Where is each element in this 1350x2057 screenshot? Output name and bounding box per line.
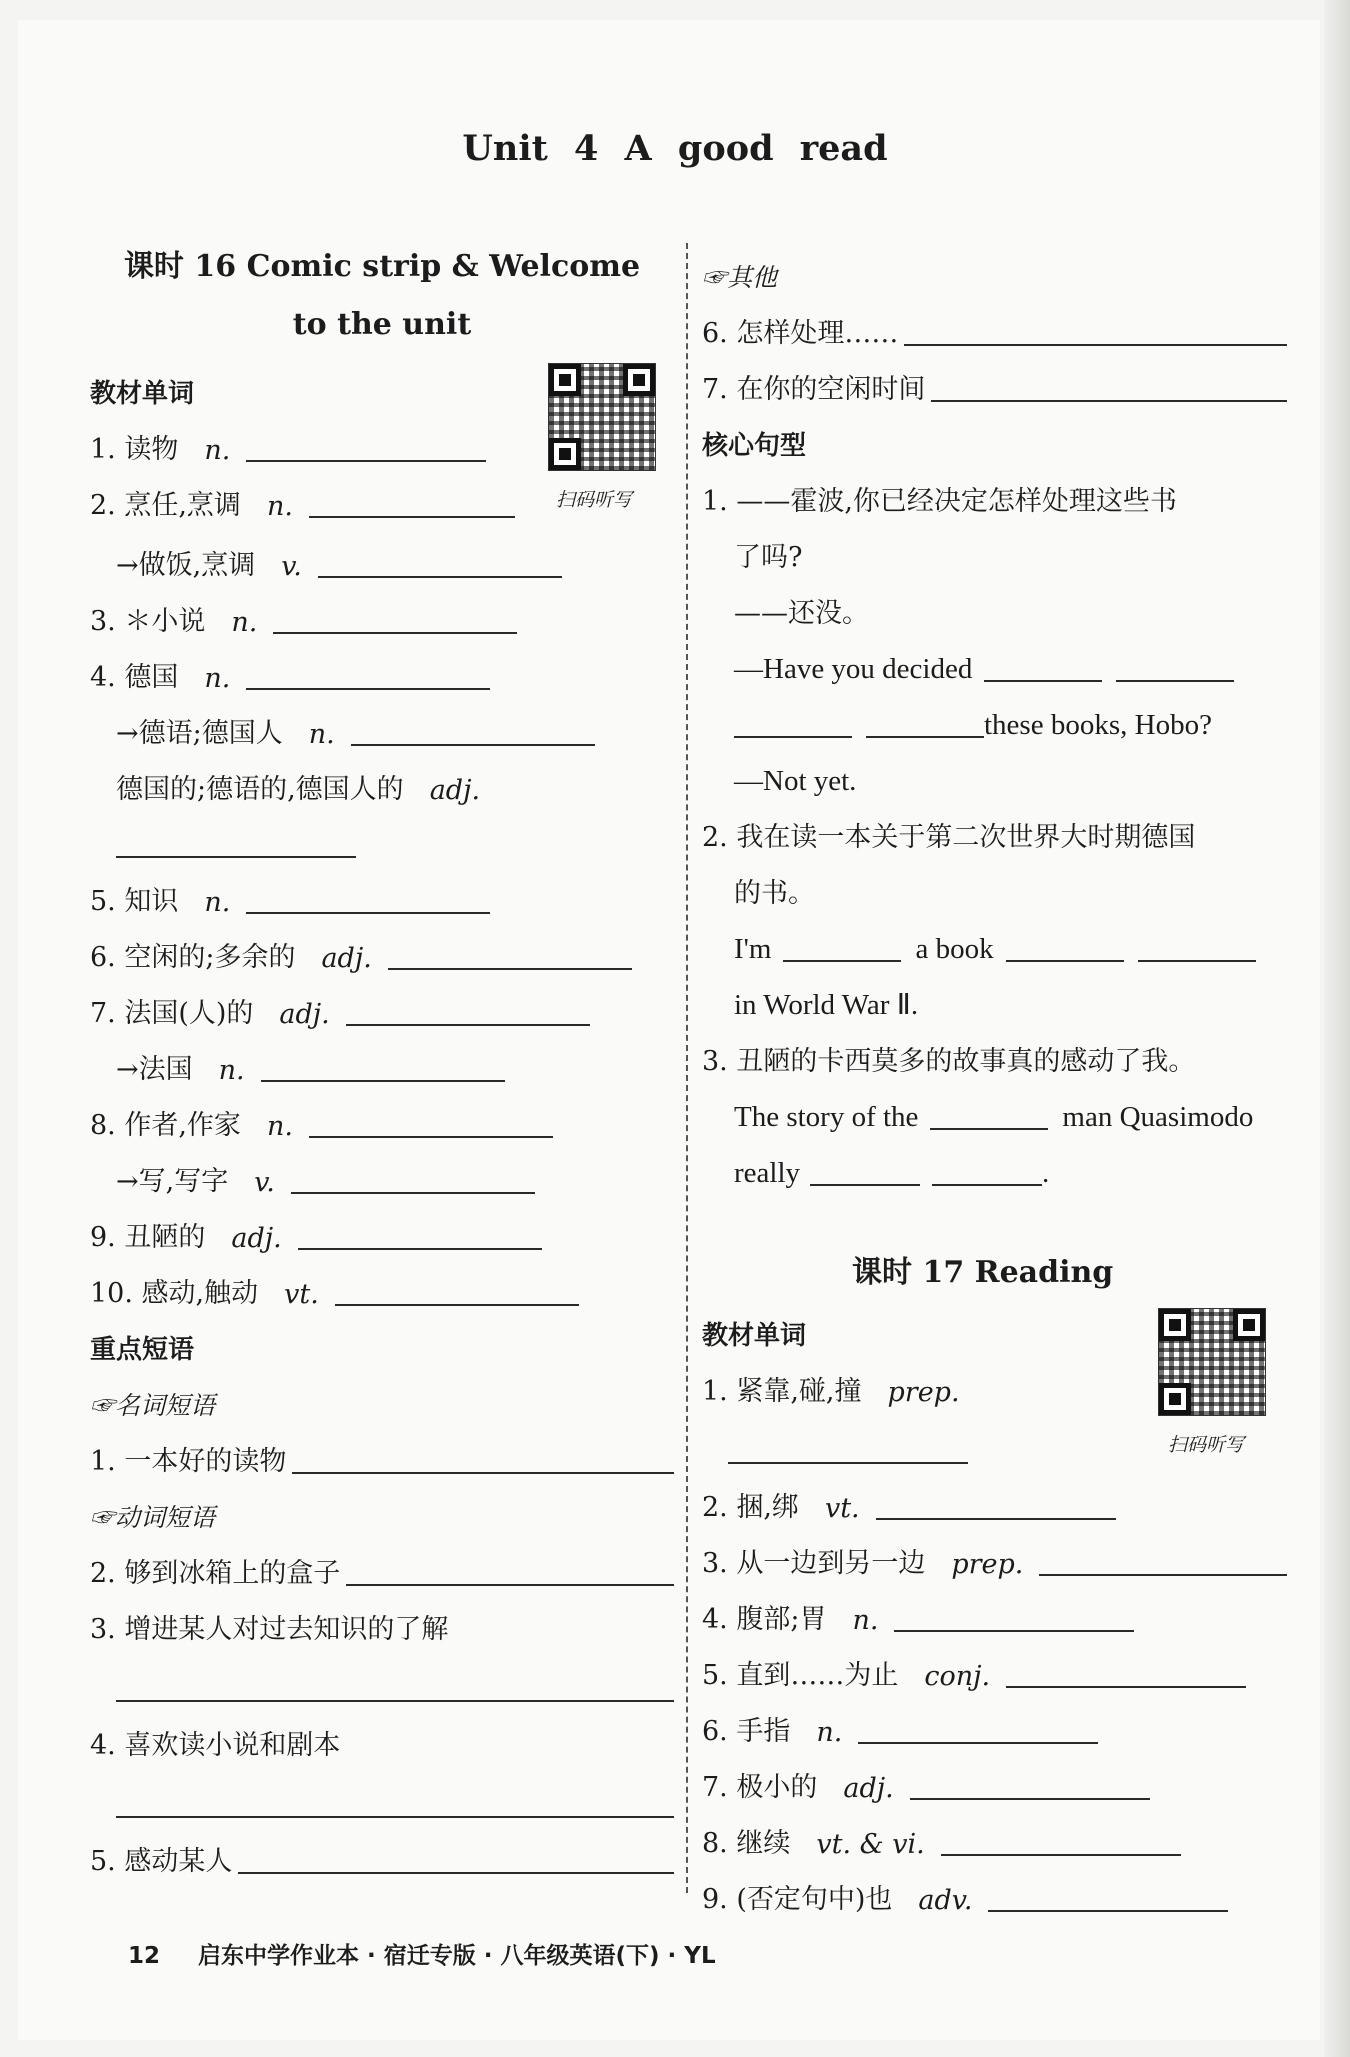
subhead-row <box>90 1478 674 1534</box>
answer-blank[interactable] <box>116 856 356 858</box>
answer-blank[interactable] <box>292 1472 674 1474</box>
phrase-item: 1. 一本好的读物 <box>90 1422 674 1478</box>
answer-blank[interactable] <box>246 460 486 462</box>
sentence-3-cn: 3. 丑陋的卡西莫多的故事真的感动了我。 <box>702 1046 1196 1077</box>
answer-blank[interactable] <box>904 344 1287 346</box>
vocab17-item: 7. 极小的 adj. <box>702 1748 1287 1804</box>
sentences-heading: 核心句型 <box>702 431 807 461</box>
unit-title: Unit 4 A good read <box>462 128 888 169</box>
sentence-2-en-cont: in World War Ⅱ. <box>734 989 919 1021</box>
vocab17-item: 2. 捆,绑 vt. <box>702 1468 1287 1524</box>
other-phrases-label: ☞其他 <box>702 263 778 292</box>
qr-code-lesson17[interactable] <box>1158 1308 1266 1416</box>
answer-blank[interactable] <box>931 400 1287 402</box>
lesson-16-title-line1: 课时 16 Comic strip & Welcome <box>123 249 641 284</box>
vocab-item: →德语;德国人 n. <box>90 694 674 750</box>
phrase-item: 7. 在你的空闲时间 <box>702 350 1287 406</box>
vocab17-item: 1. 紧靠,碰,撞 prep. <box>702 1376 960 1408</box>
phrase-item: 2. 够到冰箱上的盒子 <box>90 1534 674 1590</box>
vocab17-item: 6. 手指 n. <box>702 1692 1287 1748</box>
page-number: 12 <box>128 1943 161 1969</box>
vocab-heading: 教材单词 <box>90 379 195 409</box>
answer-blank[interactable] <box>273 632 517 634</box>
phrase-item-continuation <box>90 1646 674 1706</box>
phrases-heading-row <box>90 1310 674 1366</box>
answer-blank[interactable] <box>1006 960 1124 962</box>
answer-blank[interactable] <box>346 1584 674 1586</box>
answer-blank[interactable] <box>116 1816 674 1818</box>
vocab-item: 1. 读物 n. <box>90 410 674 466</box>
answer-blank[interactable] <box>246 912 490 914</box>
vocab-item: 4. 德国 n. <box>90 638 674 694</box>
answer-blank[interactable] <box>238 1872 674 1874</box>
answer-blank[interactable] <box>1116 680 1234 682</box>
vocab-item: →做饭,烹调 v. <box>90 522 674 582</box>
vocab-item-continuation <box>90 806 674 862</box>
answer-blank[interactable] <box>298 1248 542 1250</box>
verb-phrases-label: ☞动词短语 <box>90 1503 216 1532</box>
answer-blank[interactable] <box>858 1742 1098 1744</box>
sentence-1-cn-reply: ——还没。 <box>734 598 869 629</box>
vocab17-item: 3. 从一边到另一边 prep. <box>702 1524 1287 1580</box>
phrase-item: 3. 增进某人对过去知识的了解 <box>90 1614 449 1645</box>
sentence-1-en: —Have you decided <box>702 630 1287 686</box>
column-divider <box>686 243 688 1893</box>
answer-blank[interactable] <box>734 736 852 738</box>
vocab-item: 10. 感动,触动 vt. <box>90 1254 674 1310</box>
qr-label-lesson17: 扫码听写 <box>1168 1434 1245 1456</box>
vocab-item: 8. 作者,作家 n. <box>90 1086 674 1142</box>
left-column <box>90 238 674 1878</box>
phrase-item: 6. 怎样处理…… <box>702 294 1287 350</box>
vocab-item: →写,写字 v. <box>90 1142 674 1198</box>
answer-blank[interactable] <box>866 736 984 738</box>
sentence-2-en: I'm a book <box>702 910 1287 966</box>
answer-blank[interactable] <box>335 1304 579 1306</box>
vocab-item: 6. 空闲的;多余的 adj. <box>90 918 674 974</box>
answer-blank[interactable] <box>261 1080 505 1082</box>
sentences-heading-row <box>702 406 1287 462</box>
answer-blank[interactable] <box>810 1184 920 1186</box>
vocab-item: 7. 法国(人)的 adj. <box>90 974 674 1030</box>
answer-blank[interactable] <box>941 1854 1181 1856</box>
page-edge <box>1324 0 1350 2057</box>
answer-blank[interactable] <box>932 1184 1042 1186</box>
answer-blank[interactable] <box>728 1462 968 1464</box>
answer-blank[interactable] <box>894 1630 1134 1632</box>
sentence-2-cn: 2. 我在读一本关于第二次世界大时期德国 <box>702 822 1196 853</box>
phrase-item-continuation <box>90 1762 674 1822</box>
answer-blank[interactable] <box>1039 1574 1287 1576</box>
answer-blank[interactable] <box>116 1700 674 1702</box>
answer-blank[interactable] <box>346 1024 590 1026</box>
answer-blank[interactable] <box>910 1798 1150 1800</box>
phrases-heading: 重点短语 <box>90 1335 195 1365</box>
sentence-1-en-cont: these books, Hobo? <box>702 686 1287 742</box>
sentence-3-en: The story of the man Quasimodo <box>734 1101 1254 1133</box>
answer-blank[interactable] <box>1138 960 1256 962</box>
answer-blank[interactable] <box>291 1192 535 1194</box>
answer-blank[interactable] <box>309 516 515 518</box>
answer-blank[interactable] <box>783 960 901 962</box>
page-footer <box>128 1937 716 1970</box>
vocab17-item: 9. (否定句中)也 adv. <box>702 1860 1287 1916</box>
vocab17-item: 4. 腹部;胃 n. <box>702 1580 1287 1636</box>
lesson-16-title-line2: to the unit <box>292 307 472 342</box>
answer-blank[interactable] <box>351 744 595 746</box>
subhead-row <box>702 238 1287 294</box>
answer-blank[interactable] <box>876 1518 1116 1520</box>
answer-blank[interactable] <box>984 680 1102 682</box>
vocab17-item: 8. 继续 vt. & vi. <box>702 1804 1287 1860</box>
phrase-item: 5. 感动某人 <box>90 1822 674 1878</box>
book-title: 启东中学作业本 · 宿迁专版 · 八年级英语(下) · YL <box>198 1943 716 1969</box>
sentence-1-cn-cont: 了吗? <box>734 542 803 573</box>
qr-label-lesson16: 扫码听写 <box>556 489 633 511</box>
sentence-1-en-reply: —Not yet. <box>734 765 857 797</box>
answer-blank[interactable] <box>246 688 490 690</box>
answer-blank[interactable] <box>930 1128 1048 1130</box>
sentence-2-cn-cont: 的书。 <box>734 878 815 909</box>
answer-blank[interactable] <box>318 576 562 578</box>
vocab-item: 9. 丑陋的 adj. <box>90 1198 674 1254</box>
right-column <box>702 238 1287 1916</box>
vocab-item: 3. ＊小说 n. <box>90 582 674 638</box>
sentence-3-en-cont: really . <box>734 1157 1050 1189</box>
vocab-item: 5. 知识 n. <box>90 862 674 918</box>
answer-blank[interactable] <box>388 968 632 970</box>
vocab17-item: 5. 直到……为止 conj. <box>702 1636 1287 1692</box>
qr-code-lesson16[interactable] <box>548 363 656 471</box>
lesson-17-title: 课时 17 Reading <box>852 1255 1114 1290</box>
vocab-item: 德国的;德语的,德国人的 adj. <box>116 774 481 806</box>
noun-phrases-label: ☞名词短语 <box>90 1391 216 1420</box>
phrase-item: 4. 喜欢读小说和剧本 <box>90 1730 341 1761</box>
sentence-1-cn: 1. ——霍波,你已经决定怎样处理这些书 <box>702 486 1177 517</box>
answer-blank[interactable] <box>1006 1686 1246 1688</box>
answer-blank[interactable] <box>988 1910 1228 1912</box>
vocab-item: 2. 烹任,烹调 n. <box>90 466 674 522</box>
answer-blank[interactable] <box>309 1136 553 1138</box>
vocab-item: →法国 n. <box>90 1030 674 1086</box>
vocab17-heading: 教材单词 <box>702 1321 807 1351</box>
subhead-row <box>90 1366 674 1422</box>
